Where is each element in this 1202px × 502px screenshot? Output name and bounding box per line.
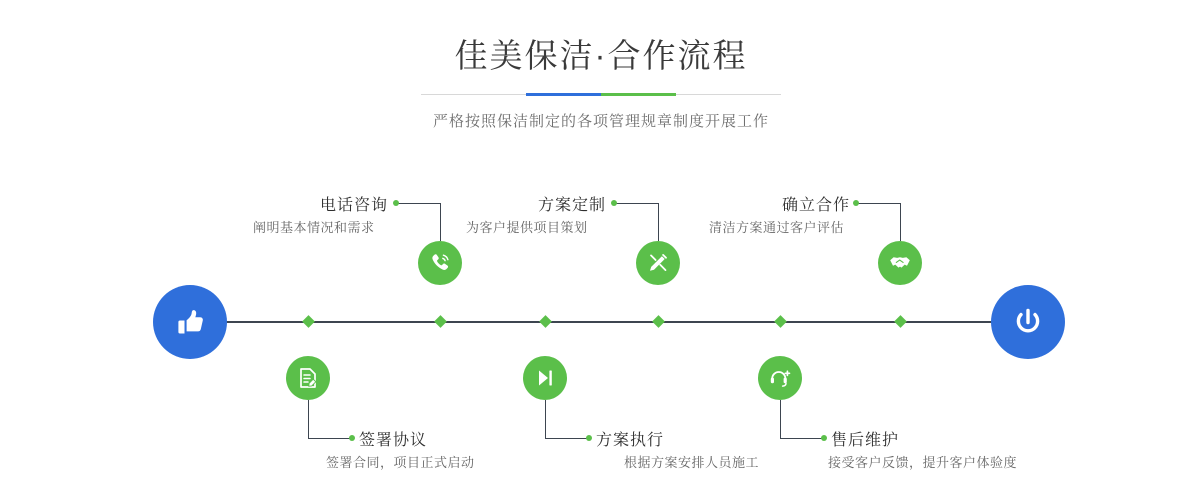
axis-dot	[894, 315, 907, 328]
divider-accent-green	[601, 93, 676, 96]
connector-dot	[586, 435, 592, 441]
connector-dot	[393, 200, 399, 206]
axis-dot	[539, 315, 552, 328]
step-label-1: 电话咨询	[320, 197, 389, 214]
diagram-header	[0, 34, 1202, 131]
step-icon-6	[758, 356, 802, 400]
step-desc-6: 接受客户反馈，提升客户体验度	[828, 455, 1018, 470]
connector-line	[856, 203, 900, 204]
connector-dot	[349, 435, 355, 441]
step-desc-5: 清洁方案通过客户评估	[709, 220, 845, 235]
step-label-2: 签署协议	[359, 432, 428, 449]
axis-dot	[774, 315, 787, 328]
connector-line	[614, 203, 658, 204]
step-label-4: 方案执行	[596, 432, 665, 449]
headset-support-icon	[768, 366, 792, 390]
step-label-3: 方案定制	[538, 197, 607, 214]
handshake-icon	[888, 251, 912, 275]
title-divider	[421, 90, 781, 100]
divider-accent-blue	[526, 93, 601, 96]
timeline-end-node	[991, 285, 1065, 359]
play-forward-icon	[533, 366, 557, 390]
connector-dot	[853, 200, 859, 206]
step-icon-3	[636, 241, 680, 285]
step-icon-4	[523, 356, 567, 400]
connector-line	[308, 438, 352, 439]
pen-ruler-icon	[646, 251, 670, 275]
axis-dot	[434, 315, 447, 328]
step-label-6: 售后维护	[831, 432, 900, 449]
connector-line	[545, 438, 589, 439]
connector-line	[658, 203, 659, 241]
step-desc-1: 阐明基本情况和需求	[253, 220, 375, 235]
connector-line	[780, 400, 781, 438]
connector-line	[780, 438, 824, 439]
connector-line	[440, 203, 441, 241]
document-edit-icon	[296, 366, 320, 390]
phone-call-icon	[428, 251, 452, 275]
step-desc-2: 签署合同，项目正式启动	[326, 455, 475, 470]
connector-line	[396, 203, 440, 204]
timeline-start-node	[153, 285, 227, 359]
connector-line	[308, 400, 309, 438]
axis-dot	[652, 315, 665, 328]
axis-dot	[302, 315, 315, 328]
connector-dot	[611, 200, 617, 206]
connector-dot	[821, 435, 827, 441]
step-label-5: 确立合作	[782, 197, 851, 214]
step-icon-1	[418, 241, 462, 285]
page-subtitle: 严格按照保洁制定的各项管理规章制度开展工作	[432, 113, 769, 130]
page-title: 佳美保洁·合作流程	[454, 37, 748, 74]
thumbs-up-icon	[172, 304, 208, 340]
step-desc-4: 根据方案安排人员施工	[624, 455, 760, 470]
connector-line	[900, 203, 901, 241]
step-desc-3: 为客户提供项目策划	[466, 220, 588, 235]
power-icon	[1010, 304, 1046, 340]
step-icon-2	[286, 356, 330, 400]
step-icon-5	[878, 241, 922, 285]
connector-line	[545, 400, 546, 438]
